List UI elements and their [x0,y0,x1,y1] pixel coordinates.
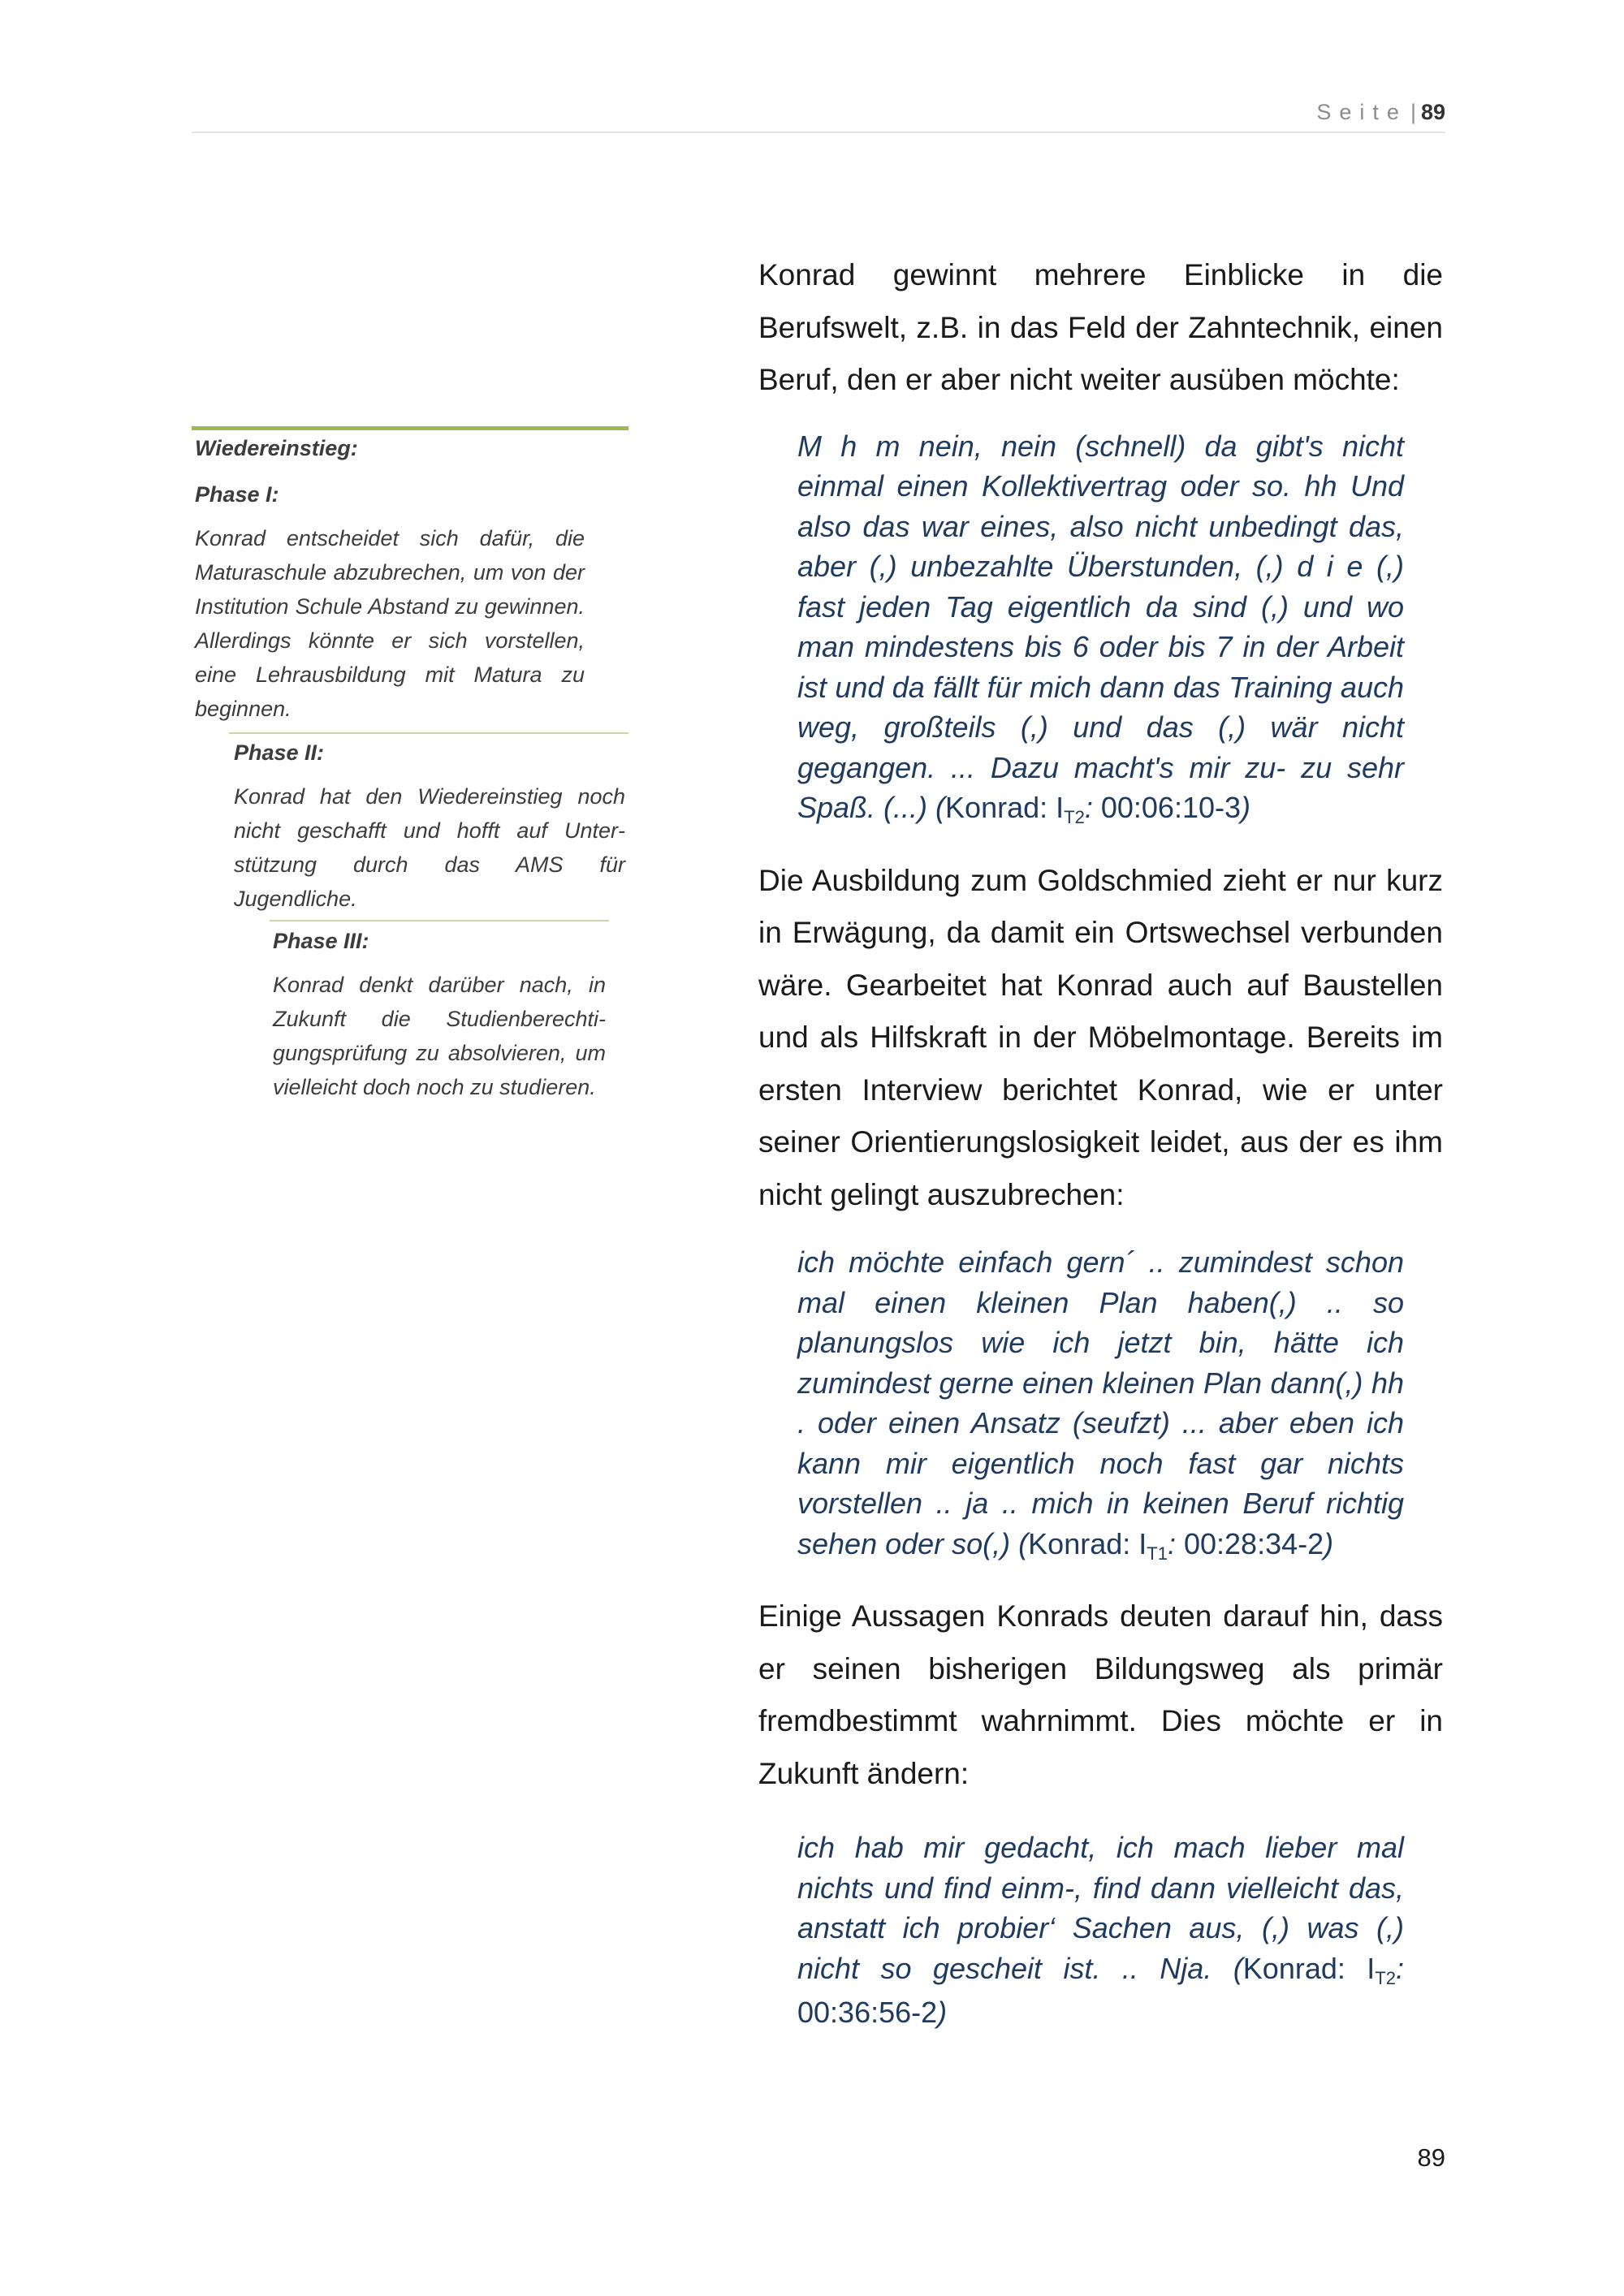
paragraph-1: Konrad gewinnt mehrere Einblicke in die Berufswelt, z.B. in das Feld der Zahntechnik, einen Beruf, den er aber nicht weiter ausüben möchte: [758,258,1443,396]
quote-3-text: ich hab mir gedacht, ich mach lieber mal nichts und find einm-, find dann vielleicht das, anstatt ich probier‘ Sachen aus, (,) was (,) nicht so gescheit ist. .. Nja. [797,1831,1404,1985]
phase-2-rule [229,732,628,734]
phase-1-text: Konrad entscheidet sich dafür, die Maturaschule abzubrechen, um von der Institution Schule Abstand zu gewinnen. Allerdings könnte er sich vorstellen, eine Lehrausbildung mit Matura zu beginnen. [195,526,585,721]
sidebar-top-rule [192,426,628,430]
quote-1-sub: T2 [1064,807,1085,827]
quote-3-sub: T2 [1375,1967,1396,1988]
header-separator: | [1410,100,1416,124]
quote-3-colon: : [1396,1951,1405,1985]
quote-1-src-close: ) [1241,791,1251,824]
quote-3-time: 00:36:56-2 [797,1996,938,2029]
phase-3-rule [270,920,609,921]
sidebar-phase-2 [234,736,625,916]
paragraph-3: Einige Aussagen Konrads deuten darauf hin, dass er seinen bisherigen Bildungsweg als primär fremdbestimmt wahrnimmt. Dies möchte er in Zukunft ändern: [758,1599,1443,1790]
phase-1-heading: Phase I: [195,482,279,507]
quote-1-colon: : [1084,791,1093,824]
sidebar-title: Wiedereinstieg: [195,436,358,460]
interview-quote-3 [797,1828,1404,2033]
quote-2-text: ich möchte einfach gern´ .. zumindest schon mal einen kleinen Plan haben(,) .. so planungslos wie ich jetzt bin, hätte ich zumindest gerne einen kleinen Plan dann(,) hh . oder einen Ansatz (seufzt) ... aber eben ich kann mir eigentlich noch fast gar nichts vorstellen .. ja .. mich in keinen Beruf richtig sehen oder so(,) [797,1245,1404,1560]
quote-2-time: 00:28:34-2 [1183,1526,1324,1560]
interview-quote-1 [797,426,1404,832]
quote-3-speaker: Konrad: I [1242,1951,1376,1985]
quote-2-src-close: ) [1324,1526,1334,1560]
phase-3-text: Konrad denkt darüber nach, in Zukunft die Studienberechtigungsprüfung zu absolvieren, um vielleicht doch noch zu studieren. [273,973,606,1099]
header-page-label [1316,96,1445,128]
quote-1-src-open: ( [935,791,946,824]
quote-2-src-open: ( [1018,1526,1029,1560]
quote-3-src-open: ( [1233,1951,1243,1985]
footer-page-number: 89 [1417,2143,1445,2172]
sidebar-title-block [195,431,625,465]
phase-2-heading: Phase II: [234,740,325,765]
quote-1-time: 00:06:10-3 [1100,791,1242,824]
sidebar-phase-3 [273,924,606,1104]
seite-label: Seite [1316,100,1407,124]
page-header [192,96,1445,133]
main-column [758,249,1443,2033]
quote-1-text: M h m nein, nein (schnell) da gibt's nicht einmal einen Kollektivertrag oder so. hh Und also das war eines, also nicht unbedingt das, aber (,) unbezahlte Überstunden, (,) d i e (,) fast jeden Tag eigentlich da sind (,) und wo man mindestens bis 6 oder bis 7 in der Arbeit ist und da fällt für mich dann das Training auch weg, großteils (,) und das (,) wär nicht gegangen. ... Dazu macht's mir zu- zu sehr Spaß. (...) [797,429,1404,824]
header-page-number: 89 [1420,100,1445,124]
sidebar-phase-1 [195,477,585,726]
quote-2-sub: T1 [1147,1543,1168,1564]
quote-2-speaker: Konrad: I [1028,1526,1147,1560]
paragraph-2: Die Ausbildung zum Goldschmied zieht er nur kurz in Erwägung, da damit ein Ortswechsel verbunden wäre. Gearbeitet hat Konrad auch auf Baustellen und als Hilfskraft in der Möbelmontage. Bereits im ersten Interview berichtet Konrad, wie er unter seiner Orientierungslosigkeit leidet, aus der es ihm nicht gelingt auszubrechen: [758,863,1443,1211]
interview-quote-2 [797,1242,1404,1568]
phase-2-text: Konrad hat den Wiedereinstieg noch nicht geschafft und hofft auf Unterstützung durch das AMS für Jugendliche. [234,784,625,911]
quote-2-colon: : [1167,1526,1176,1560]
quote-1-speaker: Konrad: I [945,791,1065,824]
phase-3-heading: Phase III: [273,929,369,953]
quote-3-src-close: ) [937,1996,948,2029]
